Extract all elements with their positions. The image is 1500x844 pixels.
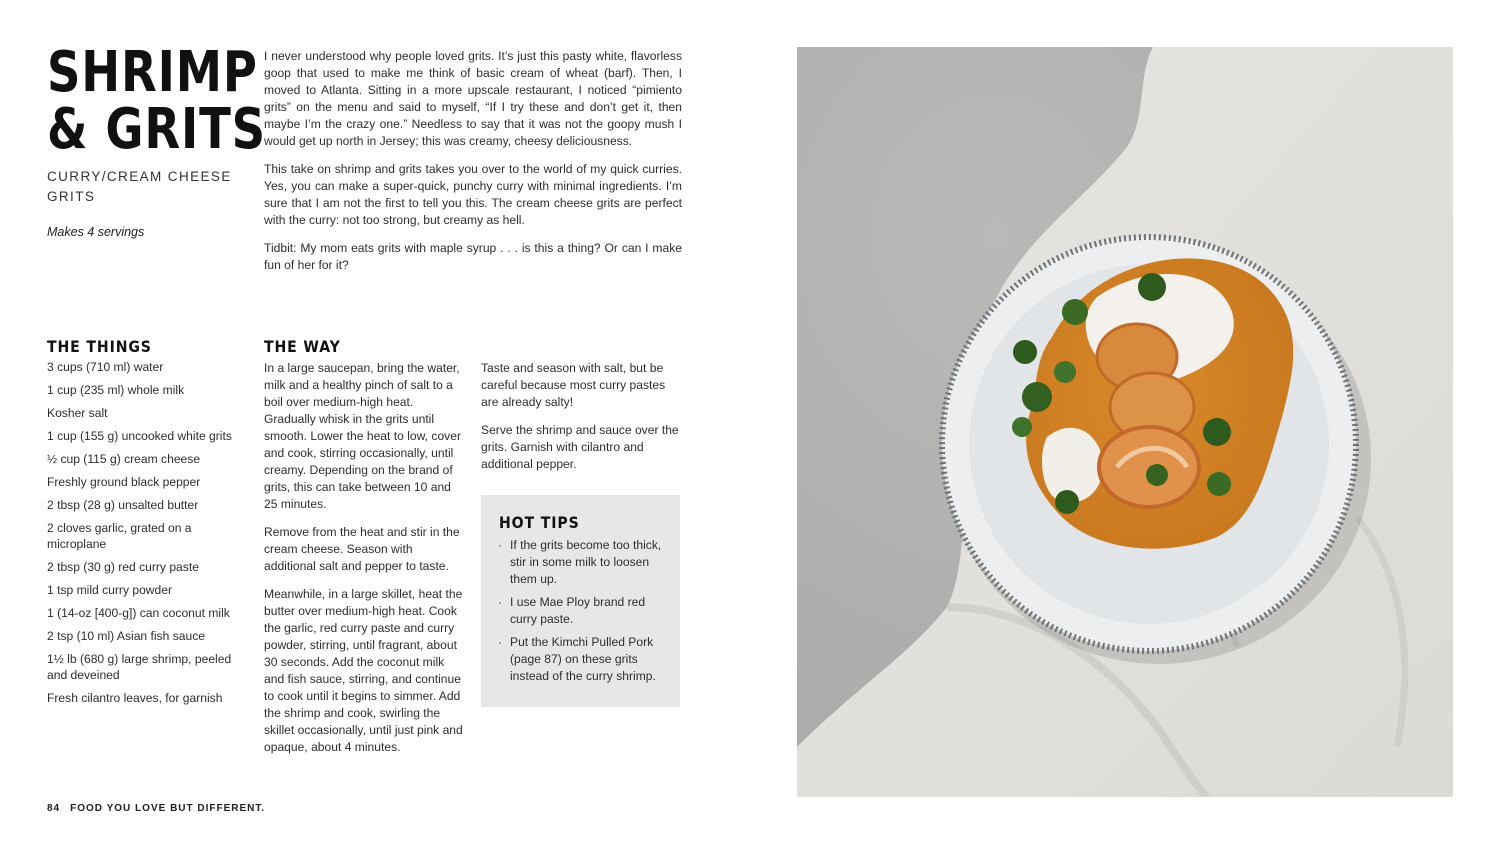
method-column-1 bbox=[264, 360, 464, 767]
cilantro-leaf bbox=[1062, 299, 1088, 325]
cilantro-leaf bbox=[1013, 340, 1037, 364]
method-step: In a large saucepan, bring the water, milk and a healthy pinch of salt to a boil over medium-high heat. Gradually whisk in the grits until smooth. Lower the heat to low, cover and cook, stirring occasionally, until creamy. Depending on the brand of grits, this can take between 10 and 25 minutes. bbox=[264, 361, 461, 511]
cilantro-leaf bbox=[1146, 464, 1168, 486]
ingredient-item: 1½ lb (680 g) large shrimp, peeled and deveined bbox=[47, 652, 232, 682]
ingredient-item: ½ cup (115 g) cream cheese bbox=[47, 452, 201, 466]
cilantro-leaf bbox=[1207, 472, 1231, 496]
tip-text: Put the Kimchi Pulled Pork (page 87) on these grits instead of the curry shrimp. bbox=[510, 635, 656, 683]
title-line-1: SHRIMP bbox=[47, 40, 258, 105]
ingredient-item: 2 cloves garlic, grated on a microplane bbox=[47, 521, 192, 551]
intro-paragraph-2: This take on shrimp and grits takes you over to the world of my quick curries. Yes, you can make a super-quick, punchy curry with minimal ingredients. I’m sure that I am not the first to tell you this. The cream cheese grits are perfect with the curry: not too strong, but creamy as hell. bbox=[264, 162, 682, 227]
recipe-subtitle: CURRY/CREAM CHEESE GRITS bbox=[47, 169, 232, 204]
ingredient-item: 1 (14-oz [400-g]) can coconut milk bbox=[47, 606, 230, 620]
ingredient-item: 2 tbsp (30 g) red curry paste bbox=[47, 560, 199, 574]
way-heading: THE WAY bbox=[264, 337, 341, 356]
intro-paragraph-3: Tidbit: My mom eats grits with maple syrup . . . is this a thing? Or can I make fun of her for it? bbox=[264, 241, 682, 272]
shrimp bbox=[1099, 427, 1199, 507]
bullet-icon: · bbox=[498, 635, 503, 649]
hot-tips-heading: HOT TIPS bbox=[499, 513, 580, 532]
tip-item bbox=[498, 634, 670, 685]
cilantro-leaf bbox=[1022, 382, 1052, 412]
hot-tips-box bbox=[481, 495, 680, 707]
cilantro-leaf bbox=[1138, 273, 1166, 301]
method-column-2 bbox=[481, 360, 681, 484]
intro-text bbox=[264, 48, 682, 285]
recipe-title bbox=[47, 40, 266, 162]
tip-item bbox=[498, 537, 670, 588]
ingredient-item: 1 cup (235 ml) whole milk bbox=[47, 383, 185, 397]
tip-text: I use Mae Ploy brand red curry paste. bbox=[510, 595, 646, 626]
ingredient-item: Fresh cilantro leaves, for garnish bbox=[47, 691, 223, 705]
cilantro-leaf bbox=[1203, 418, 1231, 446]
cilantro-leaf bbox=[1055, 490, 1079, 514]
method-step: Taste and season with salt, but be careful because most curry pastes are already salty! bbox=[481, 361, 666, 409]
book-title: FOOD YOU LOVE BUT DIFFERENT. bbox=[70, 803, 266, 814]
method-step: Remove from the heat and stir in the cream cheese. Season with additional salt and pepper to taste. bbox=[264, 525, 460, 573]
hot-tips-list bbox=[498, 537, 670, 691]
bullet-icon: · bbox=[498, 595, 503, 609]
dish-photo bbox=[797, 47, 1453, 797]
method-step: Meanwhile, in a large skillet, heat the butter over medium-high heat. Cook the garlic, red curry paste and curry powder, stirring, until fragrant, about 30 seconds. Add the coconut milk and fish sauce, stirring, and continue to cook until it begins to simmer. Add the shrimp and cook, swirling the skillet occasionally, until just pink and opaque, about 4 minutes. bbox=[264, 587, 463, 754]
ingredient-list bbox=[47, 359, 239, 713]
page-number: 84 bbox=[47, 803, 61, 814]
ingredient-item: 1 cup (155 g) uncooked white grits bbox=[47, 429, 232, 443]
tip-item bbox=[498, 594, 670, 628]
cilantro-leaf bbox=[1012, 417, 1032, 437]
method-step: Serve the shrimp and sauce over the grits. Garnish with cilantro and additional pepper. bbox=[481, 423, 679, 471]
tip-text: If the grits become too thick, stir in some milk to loosen them up. bbox=[510, 538, 662, 586]
ingredient-item: Freshly ground black pepper bbox=[47, 475, 201, 489]
cilantro-leaf bbox=[1054, 361, 1076, 383]
things-heading: THE THINGS bbox=[47, 337, 152, 356]
title-line-2: & GRITS bbox=[47, 97, 266, 162]
servings-note: Makes 4 servings bbox=[47, 225, 145, 239]
ingredient-item: 1 tsp mild curry powder bbox=[47, 583, 173, 597]
ingredient-item: 3 cups (710 ml) water bbox=[47, 360, 164, 374]
page-footer bbox=[47, 803, 265, 814]
bullet-icon: · bbox=[498, 538, 503, 552]
ingredient-item: 2 tsp (10 ml) Asian fish sauce bbox=[47, 629, 205, 643]
intro-paragraph-1: I never understood why people loved grits. It’s just this pasty white, flavorless goop that used to make me think of basic cream of wheat (barf). Then, I moved to Atlanta. Sitting in a more upscale restaurant, I noticed “pimiento grits” on the menu and said to myself, “If I try these and don’t get it, then maybe I’m the crazy one.” Needless to say that it was not the goopy mush I would get up north in Jersey; this was creamy, cheesy deliciousness. bbox=[264, 49, 682, 148]
ingredient-item: Kosher salt bbox=[47, 406, 108, 420]
ingredient-item: 2 tbsp (28 g) unsalted butter bbox=[47, 498, 199, 512]
